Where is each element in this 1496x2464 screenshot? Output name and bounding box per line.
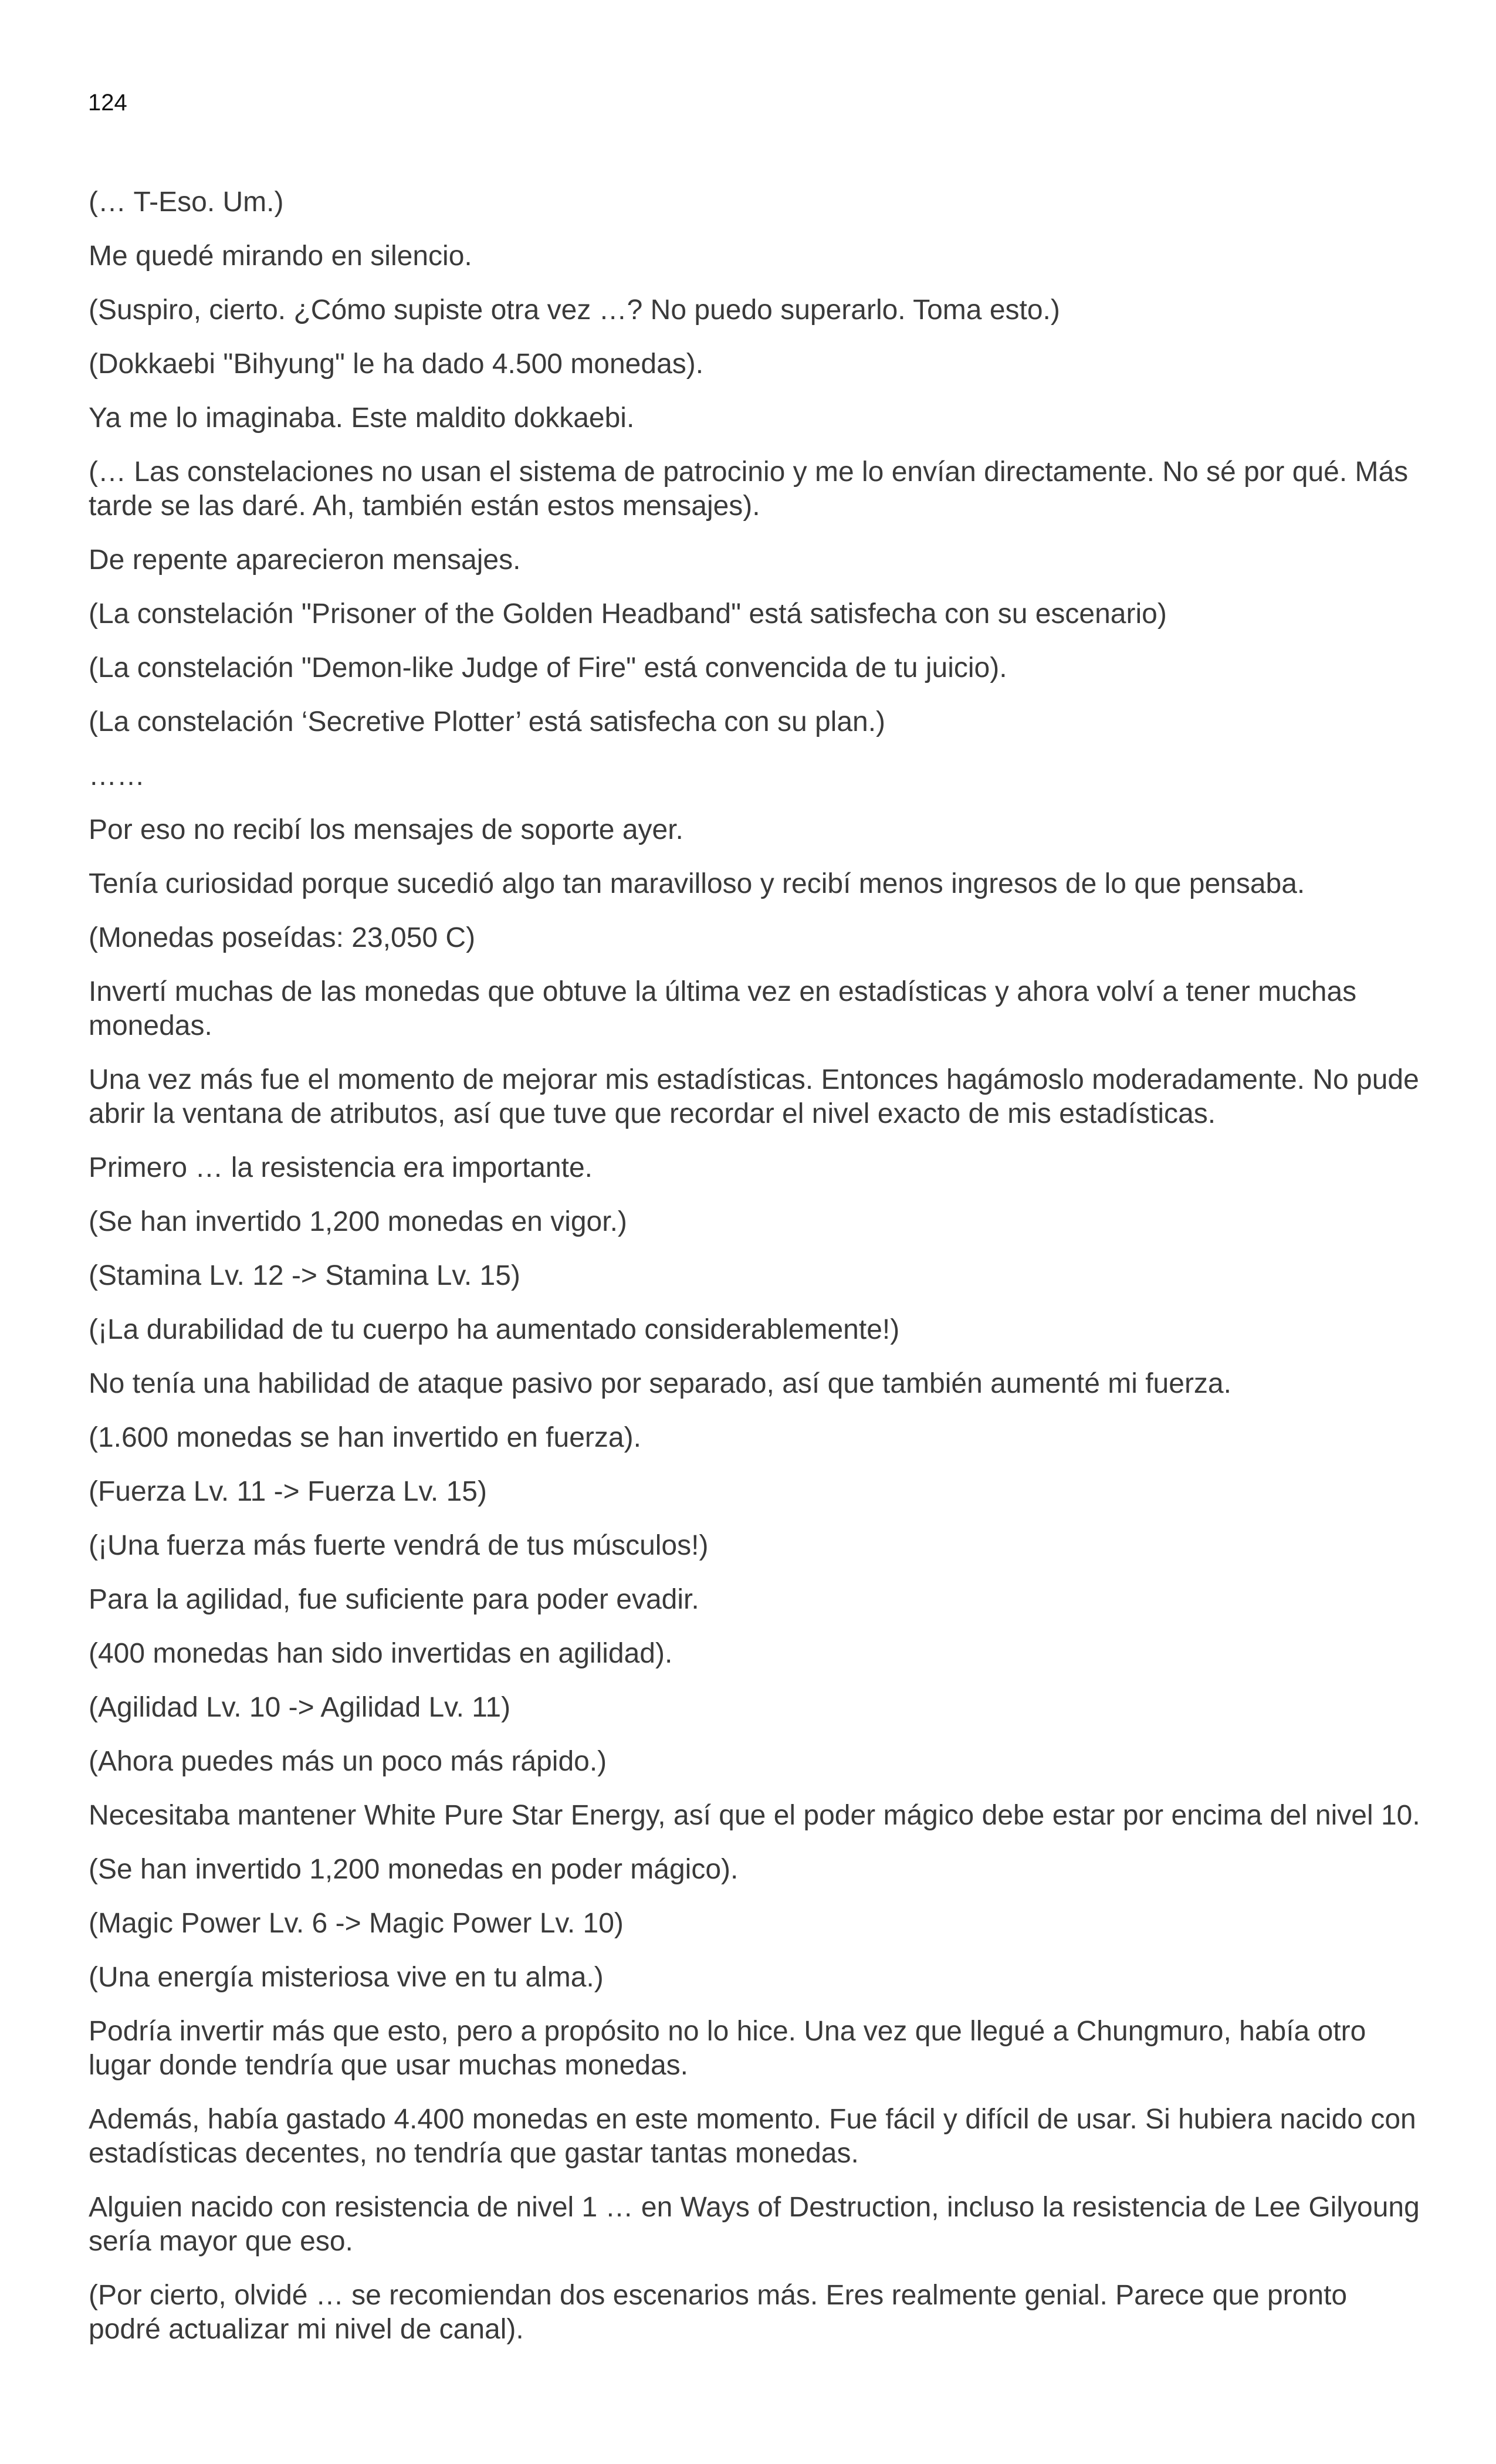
paragraph: (Dokkaebi "Bihyung" le ha dado 4.500 monedas). — [89, 348, 704, 380]
paragraph: Alguien nacido con resistencia de nivel 1 … en Ways of Destruction, incluso la resistencia de Lee Gilyoung sería mayor que eso. — [89, 2192, 1428, 2257]
paragraph: Por eso no recibí los mensajes de soporte ayer. — [89, 814, 683, 845]
paragraph: De repente aparecieron mensajes. — [89, 544, 521, 576]
paragraph: (Ahora puedes más un poco más rápido.) — [89, 1746, 607, 1777]
paragraph: Me quedé mirando en silencio. — [89, 241, 472, 272]
paragraph: No tenía una habilidad de ataque pasivo por separado, así que también aumenté mi fuerza. — [89, 1368, 1231, 1399]
paragraph: (Stamina Lv. 12 -> Stamina Lv. 15) — [89, 1260, 520, 1291]
paragraph: (La constelación "Prisoner of the Golden Headband" está satisfecha con su escenario) — [89, 598, 1167, 629]
paragraph: (Magic Power Lv. 6 -> Magic Power Lv. 10) — [89, 1908, 624, 1939]
paragraph: (… T-Eso. Um.) — [89, 187, 284, 218]
paragraph: Además, había gastado 4.400 monedas en este momento. Fue fácil y difícil de usar. Si hubiera nacido con estadísticas decentes, no tendría que gastar tantas monedas. — [89, 2104, 1424, 2169]
paragraph: (1.600 monedas se han invertido en fuerza). — [89, 1422, 641, 1453]
paragraph: …… — [89, 760, 145, 791]
paragraph: (La constelación "Demon-like Judge of Fire" está convencida de tu juicio). — [89, 652, 1007, 683]
paragraph: (… Las constelaciones no usan el sistema de patrocinio y me lo envían directamente. No sé por qué. Más tarde se las daré. Ah, también están estos mensajes). — [89, 456, 1416, 522]
page-number: 124 — [88, 90, 127, 116]
paragraph: Necesitaba mantener White Pure Star Energy, así que el poder mágico debe estar por encima del nivel 10. — [89, 1800, 1420, 1831]
paragraph: (Agilidad Lv. 10 -> Agilidad Lv. 11) — [89, 1692, 511, 1723]
paragraph: (La constelación ‘Secretive Plotter’ está satisfecha con su plan.) — [89, 706, 886, 737]
paragraph: Podría invertir más que esto, pero a propósito no lo hice. Una vez que llegué a Chungmuro, había otro lugar donde tendría que usar muchas monedas. — [89, 2016, 1374, 2081]
document-body — [89, 185, 1428, 2367]
paragraph: (Por cierto, olvidé … se recomiendan dos escenarios más. Eres realmente genial. Parece que pronto podré actualizar mi nivel de canal). — [89, 2280, 1355, 2345]
paragraph: Invertí muchas de las monedas que obtuve la última vez en estadísticas y ahora volví a tener muchas monedas. — [89, 976, 1365, 1041]
paragraph: (¡La durabilidad de tu cuerpo ha aumentado considerablemente!) — [89, 1314, 900, 1345]
paragraph: Primero … la resistencia era importante. — [89, 1152, 593, 1183]
paragraph: Una vez más fue el momento de mejorar mis estadísticas. Entonces hagámoslo moderadamente. No pude abrir la ventana de atributos, así que tuve que recordar el nivel exacto de mis estadísticas. — [89, 1064, 1427, 1129]
paragraph: Tenía curiosidad porque sucedió algo tan maravilloso y recibí menos ingresos de lo que pensaba. — [89, 868, 1305, 899]
paragraph: Para la agilidad, fue suficiente para poder evadir. — [89, 1584, 699, 1615]
paragraph: (Suspiro, cierto. ¿Cómo supiste otra vez …? No puedo superarlo. Toma esto.) — [89, 295, 1060, 326]
paragraph: (400 monedas han sido invertidas en agilidad). — [89, 1638, 673, 1669]
paragraph: (Una energía misteriosa vive en tu alma.) — [89, 1962, 604, 1993]
paragraph: (Monedas poseídas: 23,050 C) — [89, 922, 476, 953]
paragraph: (Se han invertido 1,200 monedas en vigor.) — [89, 1206, 627, 1237]
paragraph: (¡Una fuerza más fuerte vendrá de tus músculos!) — [89, 1530, 709, 1561]
paragraph: (Se han invertido 1,200 monedas en poder mágico). — [89, 1854, 739, 1885]
paragraph: Ya me lo imaginaba. Este maldito dokkaebi. — [89, 402, 635, 434]
paragraph: (Fuerza Lv. 11 -> Fuerza Lv. 15) — [89, 1476, 487, 1507]
